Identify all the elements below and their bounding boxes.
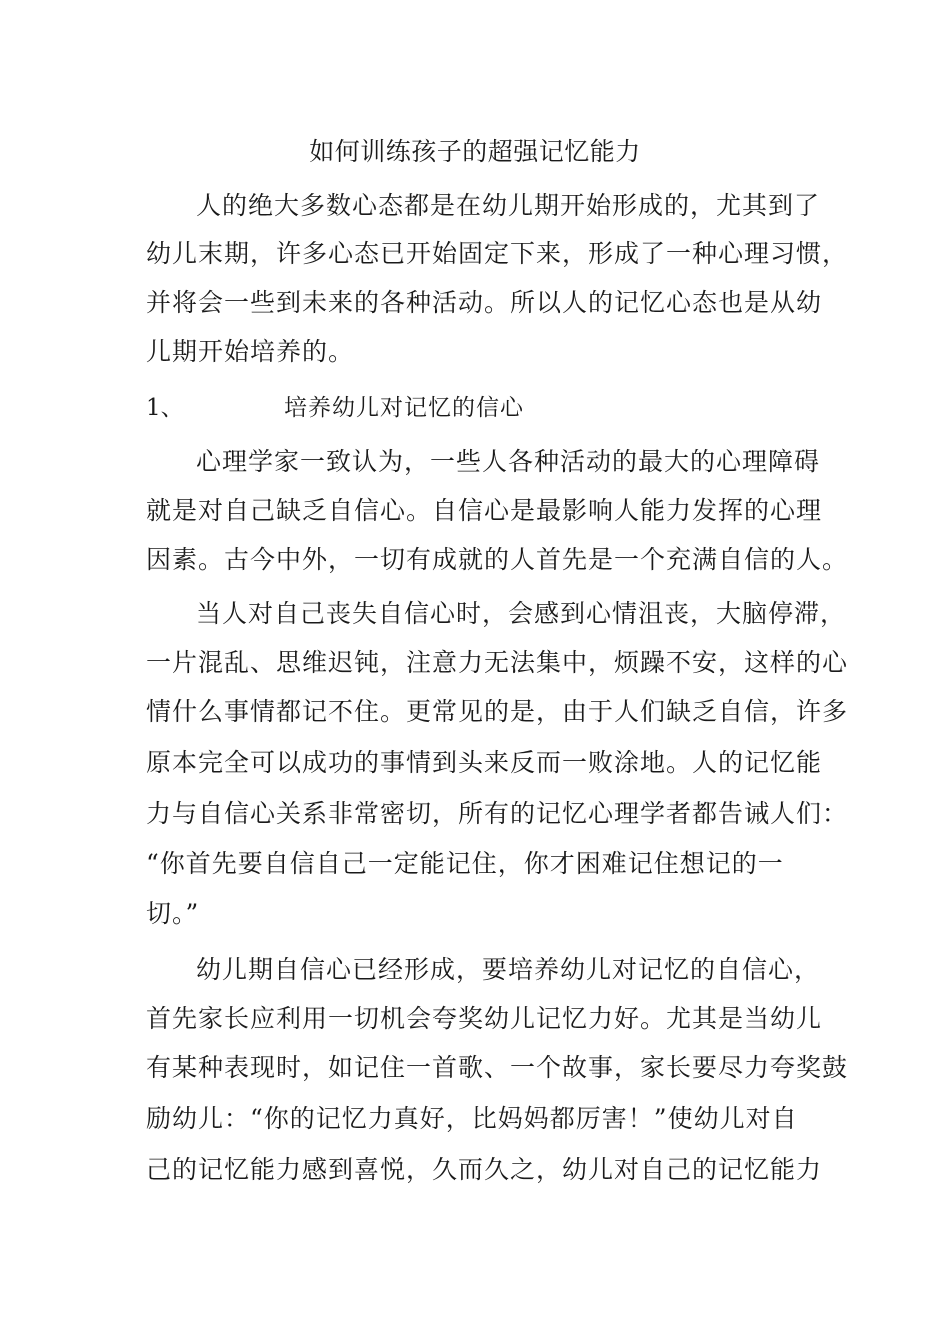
para1-line-2: 就是对自己缺乏自信心。自信心是最影响人能力发挥的心理 xyxy=(146,496,823,525)
para2-line-7: 切。” xyxy=(146,899,200,928)
para3-line-5: 己的记忆能力感到喜悦，久而久之，幼儿对自己的记忆能力 xyxy=(146,1155,823,1184)
intro-line-3: 并将会一些到未来的各种活动。所以人的记忆心态也是从幼 xyxy=(146,288,823,317)
para1-line-3: 因素。古今中外，一切有成就的人首先是一个充满自信的人。 xyxy=(146,545,849,574)
intro-line-2: 幼儿末期，许多心态已开始固定下来，形成了一种心理习惯， xyxy=(146,239,849,268)
para3-line-2: 首先家长应利用一切机会夸奖幼儿记忆力好。尤其是当幼儿 xyxy=(146,1004,823,1033)
para3-line-4: 励幼儿：“你的记忆力真好，比妈妈都厉害！”使幼儿对自 xyxy=(146,1104,798,1133)
section-1-heading: 培养幼儿对记忆的信心 xyxy=(284,395,524,421)
para2-line-6: “你首先要自信自己一定能记住，你才困难记住想记的一 xyxy=(146,849,784,878)
document-title: 如何训练孩子的超强记忆能力 xyxy=(309,137,641,166)
para1-line-1: 心理学家一致认为，一些人各种活动的最大的心理障碍 xyxy=(196,447,821,476)
para3-line-3: 有某种表现时，如记住一首歌、一个故事，家长要尽力夸奖鼓 xyxy=(146,1053,849,1082)
para2-line-2: 一片混乱、思维迟钝，注意力无法集中，烦躁不安，这样的心 xyxy=(146,648,849,677)
para2-line-5: 力与自信心关系非常密切，所有的记忆心理学者都告诫人们： xyxy=(146,799,849,828)
intro-line-4: 儿期开始培养的。 xyxy=(146,337,355,366)
para2-line-3: 情什么事情都记不住。更常见的是，由于人们缺乏自信，许多 xyxy=(146,697,849,726)
para3-line-1: 幼儿期自信心已经形成，要培养幼儿对记忆的自信心， xyxy=(196,955,821,984)
section-1-number: 1、 xyxy=(146,395,184,421)
para2-line-1: 当人对自己丧失自信心时，会感到心情沮丧，大脑停滞， xyxy=(196,599,847,628)
para2-line-4: 原本完全可以成功的事情到头来反而一败涂地。人的记忆能 xyxy=(146,748,823,777)
intro-line-1: 人的绝大多数心态都是在幼儿期开始形成的，尤其到了 xyxy=(196,191,821,220)
